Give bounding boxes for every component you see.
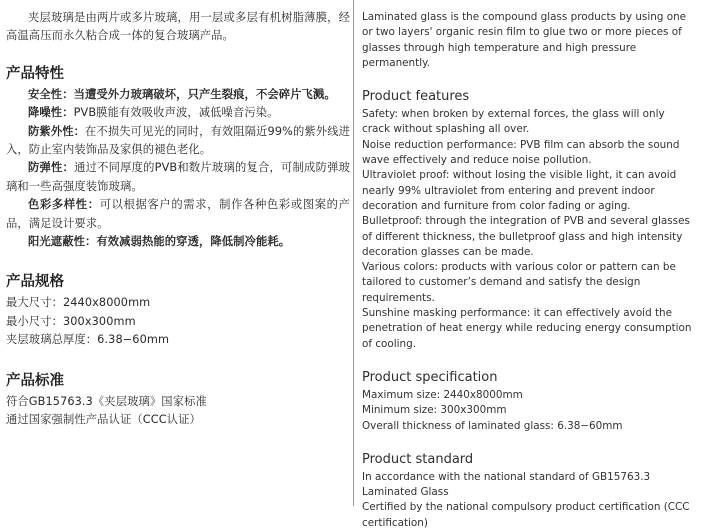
features-heading-en: Product features bbox=[362, 89, 470, 105]
standard-line-en: In accordance with the national standard of GB15763.3 Laminated Glass bbox=[362, 470, 651, 499]
feature-item-en: Ultraviolet proof: without losing the visible light, it can avoid nearly 99% ultraviolet from entering and prevent indoor decoration and furniture from color fading or aging. bbox=[362, 169, 677, 212]
standard-line-zh: 符合GB15763.3《夹层玻璃》国家标准 bbox=[6, 394, 207, 408]
features-heading-zh: 产品特性 bbox=[6, 65, 64, 82]
feature-label-zh: 安全性： bbox=[28, 87, 74, 101]
spec-heading-zh: 产品规格 bbox=[6, 274, 64, 291]
feature-item-zh bbox=[6, 86, 350, 104]
feature-item-zh bbox=[6, 233, 350, 251]
feature-item-zh bbox=[6, 196, 350, 233]
feature-label-zh: 防弹性： bbox=[28, 161, 75, 175]
feature-text-zh: 在不损失可见光的同时，有效阻隔近99%的紫外线进入，防止室内装饰品及家俱的褪色老化。 bbox=[6, 124, 350, 157]
intro-paragraph-en: Laminated glass is the compound glass products by using one or two layers' organic resin film to glue two or more pieces of glasses through high temperature and high pressure permanently. bbox=[362, 11, 687, 69]
feature-item-en: Sunshine masking performance: it can effectively avoid the penetration of heat energy while reducing energy consumption of cooling. bbox=[362, 307, 692, 350]
spec-line-zh: 最小尺寸：300x300mm bbox=[6, 314, 136, 328]
spec-line-en: Overall thickness of laminated glass: 6.38−60mm bbox=[362, 419, 623, 432]
standard-heading-en: Product standard bbox=[362, 451, 474, 467]
feature-item-zh bbox=[6, 104, 350, 122]
feature-item-zh bbox=[6, 123, 350, 160]
spec-line-en: Minimum size: 300x300mm bbox=[362, 404, 507, 417]
column-divider bbox=[353, 0, 354, 506]
spec-line-zh: 最大尺寸：2440x8000mm bbox=[6, 296, 151, 310]
feature-item-en: Noise reduction performance: PVB film can absorb the sound wave effectively and reduce noise pollution. bbox=[362, 138, 680, 167]
standard-line-zh: 通过国家强制性产品认证（CCC认证） bbox=[6, 413, 201, 427]
feature-label-zh: 阳光遮蔽性： bbox=[28, 235, 97, 249]
feature-text-zh: 有效减弱热能的穿透，降低制冷能耗。 bbox=[96, 235, 291, 249]
feature-label-zh: 降噪性： bbox=[28, 106, 74, 120]
standard-heading-zh: 产品标准 bbox=[6, 372, 64, 389]
feature-text-zh: 当遭受外力玻璃破坏，只产生裂痕，不会碎片飞溅。 bbox=[73, 87, 336, 101]
standard-line-en: Certified by the national compulsory product certification (CCC certification) bbox=[362, 501, 690, 529]
feature-item-en: Safety: when broken by external forces, the glass will only crack without splashing all over. bbox=[362, 108, 665, 136]
feature-text-zh: 通过不同厚度的PVB和数片玻璃的复合，可制成防弹玻璃和一些高强度装饰玻璃。 bbox=[6, 161, 350, 193]
spec-line-zh: 夹层玻璃总厚度：6.38−60mm bbox=[6, 333, 170, 347]
feature-text-zh: PVB膜能有效吸收声波，减低噪音污染。 bbox=[73, 106, 279, 120]
feature-item-en: Bulletproof: through the integration of PVB and several glasses of different thickness, the bulletproof glass and high intensity decoration glasses can be made. bbox=[362, 215, 690, 258]
feature-label-zh: 色彩多样性： bbox=[28, 198, 100, 212]
feature-item-en: Various colors: products with various color or pattern can be tailored to customer’s demand and satisfy the design requirements. bbox=[362, 261, 676, 304]
english-column bbox=[362, 0, 694, 531]
feature-text-zh: 可以根据客户的需求，制作各种色彩或图案的产品，满足设计要求。 bbox=[6, 198, 350, 230]
feature-item-zh bbox=[6, 159, 350, 196]
intro-paragraph-zh: 夹层玻璃是由两片或多片玻璃，用一层或多层有机树脂薄膜，经高温高压而永久粘合成一体的复合玻璃产品。 bbox=[6, 11, 350, 43]
chinese-column bbox=[6, 0, 350, 430]
feature-label-zh: 防紫外性： bbox=[28, 124, 86, 138]
spec-line-en: Maximum size: 2440x8000mm bbox=[362, 388, 523, 401]
spec-heading-en: Product specification bbox=[362, 369, 498, 385]
